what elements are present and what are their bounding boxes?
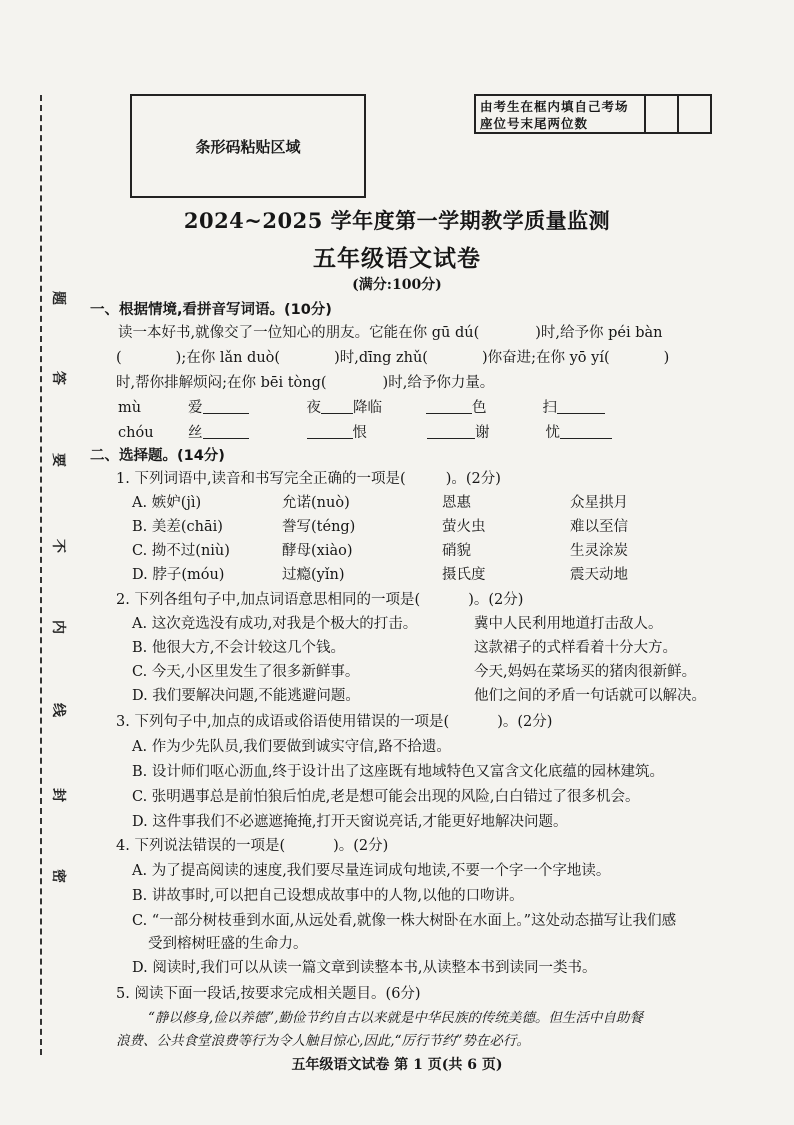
q2-option-a-right: 冀中人民利用地道打击敌人。 (474, 616, 663, 632)
pinyin-row-mu: mù 爱 夜 降临 色 扫 (118, 398, 605, 418)
seal-word-7: 封 (50, 788, 66, 802)
pinyin-mu: mù (118, 400, 142, 416)
q3-option-a: A. 作为少先队员,我们要做到诚实守信,路不拾遗。 (132, 739, 451, 755)
q1-option-b4: 难以至信 (570, 519, 628, 535)
q4-option-b: B. 讲故事时,可以把自己设想成故事中的人物,以他的口吻讲。 (132, 888, 524, 904)
blank-field[interactable] (426, 399, 472, 414)
seal-word-4: 不 (50, 539, 66, 553)
q4-stem: 4. 下列说法错误的一项是( )。(2分) (116, 838, 389, 854)
q4-option-d: D. 阅读时,我们可以从读一篇文章到读整本书,从读整本书到读同一类书。 (132, 960, 597, 976)
blank-field[interactable] (203, 424, 249, 439)
q1-stem: 1. 下列词语中,读音和书写完全正确的一项是( )。(2分) (116, 471, 501, 487)
q2-option-b-left: B. 他很大方,不会计较这几个钱。 (132, 640, 345, 656)
q1-option-c4: 生灵涂炭 (570, 543, 628, 559)
q1-option-a1: A. 嫉妒(jì) (132, 495, 202, 511)
seat-number-box (474, 94, 712, 134)
q2-option-a-left: A. 这次竞选没有成功,对我是个极大的打击。 (132, 616, 418, 632)
q1-option-a2: 允诺(nuò) (282, 495, 350, 511)
blank-field[interactable] (321, 399, 353, 414)
q2-option-d-right: 他们之间的矛盾一句话就可以解决。 (474, 688, 706, 704)
blank-field[interactable] (557, 399, 605, 414)
barcode-label: 条形码粘贴区域 (195, 137, 301, 156)
q3-stem: 3. 下列句子中,加点的成语或俗语使用错误的一项是( )。(2分) (116, 714, 553, 730)
section1-para-line3: 时,帮你排解烦闷;在你 bēi tòng( )时,给予你力量。 (116, 375, 495, 391)
q1-option-a4: 众星拱月 (570, 495, 628, 511)
page-footer: 五年级语文试卷 第 1 页(共 6 页) (291, 1057, 503, 1073)
q3-option-c: C. 张明遇事总是前怕狼后怕虎,老是想可能会出现的风险,白白错过了很多机会。 (132, 789, 640, 805)
seal-word-1: 题 (50, 291, 66, 305)
blank-field[interactable] (307, 424, 353, 439)
section2-title: 二、选择题。(14分) (90, 448, 225, 464)
q1-option-c3: 硝貌 (442, 543, 471, 559)
full-score: (满分:100分) (352, 277, 442, 293)
q3-option-b: B. 设计师们呕心沥血,终于设计出了这座既有地域特色又富含文化底蕴的园林建筑。 (132, 764, 664, 780)
q1-option-b2: 誊写(téng) (282, 519, 356, 535)
q1-option-d2: 过瘾(yǐn) (282, 567, 345, 583)
q1-option-d1: D. 脖子(móu) (132, 567, 225, 583)
section1-title: 一、根据情境,看拼音写词语。(10分) (90, 302, 332, 318)
q2-option-b-right: 这款裙子的式样看着十分大方。 (474, 640, 677, 656)
q2-option-c-left: C. 今天,小区里发生了很多新鲜事。 (132, 664, 360, 680)
q1-option-b1: B. 美差(chāi) (132, 519, 223, 535)
section1-para-line2: ( );在你 lǎn duò( )时,dīng zhǔ( )你奋进;在你 yō yí( ) (116, 350, 670, 366)
seat-number-label: 由考生在框内填自己考场座位号末尾两位数 (476, 96, 646, 132)
q5-stem: 5. 阅读下面一段话,按要求完成相关题目。(6分) (116, 986, 421, 1002)
blank-field[interactable] (203, 399, 249, 414)
seal-word-3: 要 (50, 453, 66, 467)
seal-word-6: 线 (50, 703, 66, 717)
exam-subtitle: 五年级语文试卷 (313, 246, 481, 272)
section1-para-line1: 读一本好书,就像交了一位知心的朋友。它能在你 gū dú( )时,给予你 péi bàn (118, 325, 663, 341)
q3-option-d: D. 这件事我们不必遮遮掩掩,打开天窗说亮话,才能更好地解决问题。 (132, 814, 568, 830)
q1-option-c1: C. 拗不过(niù) (132, 543, 230, 559)
q5-passage-line2: 浪费、公共食堂浪费等行为令人触目惊心,因此,“厉行节约”势在必行。 (116, 1033, 530, 1049)
seal-dashed-line (40, 95, 42, 1055)
barcode-area (130, 94, 366, 198)
seal-word-8: 密 (50, 869, 66, 883)
seat-digit-cell-1[interactable] (646, 96, 679, 132)
q1-option-a3: 恩惠 (442, 495, 471, 511)
q4-option-c: C. “一部分树枝垂到水面,从远处看,就像一株大树卧在水面上。”这处动态描写让我们感 (132, 913, 677, 929)
seal-word-5: 内 (50, 620, 66, 634)
q4-option-a: A. 为了提高阅读的速度,我们要尽量连词成句地读,不要一个字一个字地读。 (132, 863, 611, 879)
q1-option-c2: 酵母(xiào) (282, 543, 353, 559)
q5-passage-line1: “静以修身,俭以养德”,勤俭节约自古以来就是中华民族的传统美德。但生活中自助餐 (148, 1010, 643, 1026)
q2-option-c-right: 今天,妈妈在菜场买的猪肉很新鲜。 (474, 664, 697, 680)
seat-digit-cell-2[interactable] (679, 96, 710, 132)
q2-stem: 2. 下列各组句子中,加点词语意思相同的一项是( )。(2分) (116, 592, 524, 608)
blank-field[interactable] (560, 424, 612, 439)
q2-option-d-left: D. 我们要解决问题,不能逃避问题。 (132, 688, 360, 704)
q4-option-c-cont: 受到榕树旺盛的生命力。 (148, 936, 308, 952)
q1-option-b3: 萤火虫 (442, 519, 486, 535)
q1-option-d4: 震天动地 (570, 567, 628, 583)
q1-option-d3: 摄氏度 (442, 567, 486, 583)
exam-title: 2024~2025 学年度第一学期教学质量监测 (183, 208, 611, 233)
seal-word-2: 答 (50, 371, 66, 385)
blank-field[interactable] (427, 424, 475, 439)
pinyin-row-chou: chóu 丝 恨 谢 忧 (118, 423, 612, 443)
pinyin-chou: chóu (118, 425, 154, 441)
